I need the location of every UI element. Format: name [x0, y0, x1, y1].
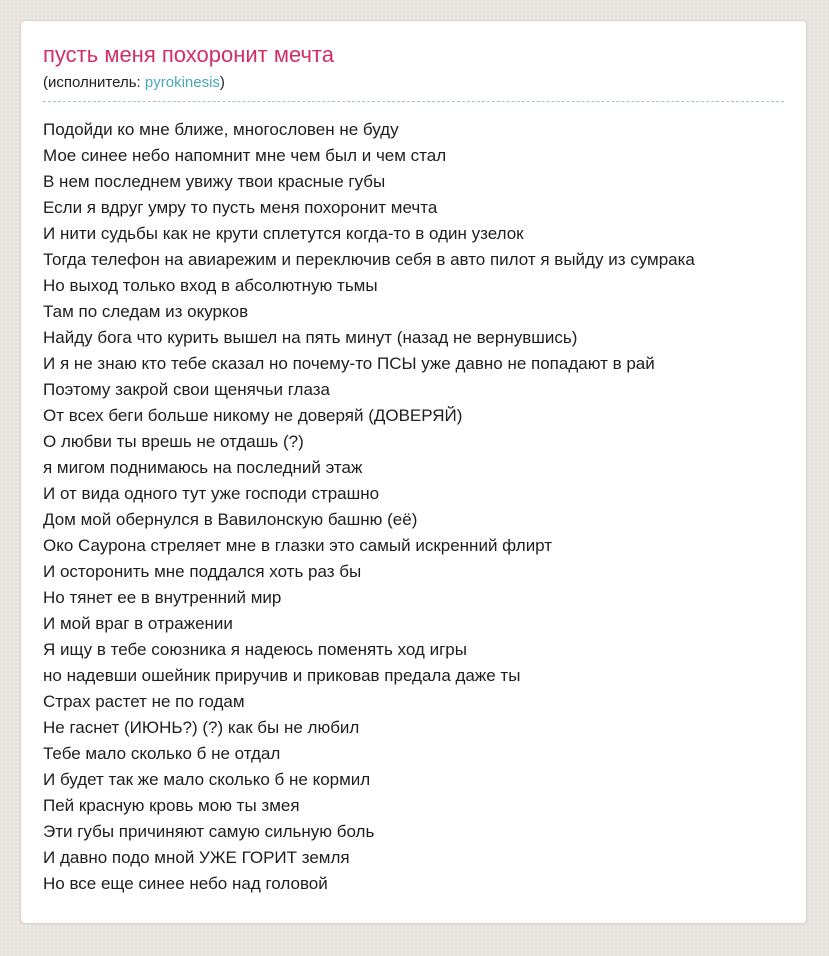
lyric-line: Страх растет не по годам [43, 692, 245, 711]
lyrics-card [20, 20, 807, 924]
artist-label: (исполнитель: [43, 74, 141, 91]
lyric-line: Эти губы причиняют самую сильную боль [43, 822, 375, 841]
lyric-line: И от вида одного тут уже господи страшно [43, 484, 380, 503]
lyric-line: И давно подо мной УЖЕ ГОРИТ земля [43, 848, 350, 867]
lyric-line: Подойди ко мне ближе, многословен не буду [43, 120, 399, 139]
lyric-line: О любви ты врешь не отдашь (?) [43, 432, 304, 451]
page-title: пусть меня похоронит мечта [43, 42, 334, 67]
lyric-line: И нити судьбы как не крути сплетутся когда-то в один узелок [43, 224, 524, 243]
lyric-line: но надевши ошейник приручив и приковав предала даже ты [43, 666, 521, 685]
artist-link[interactable]: pyrokinesis [144, 74, 220, 91]
lyric-line: Мое синее небо напомнит мне чем был и чем стал [43, 146, 447, 165]
lyric-line: И будет так же мало сколько б не кормил [43, 770, 371, 789]
lyric-line: Но тянет ее в внутренний мир [43, 588, 282, 607]
lyric-line: Пей красную кровь мою ты змея [43, 796, 300, 815]
lyric-line: Дом мой обернулся в Вавилонскую башню (её) [43, 510, 418, 529]
lyric-line: Но выход только вход в абсолютную тьмы [43, 276, 378, 295]
lyric-line: И мой враг в отражении [43, 614, 233, 633]
lyric-line: Я ищу в тебе союзника я надеюсь поменять ход игры [43, 640, 467, 659]
lyric-line: Тогда телефон на авиарежим и переключив себя в авто пилот я выйду из сумрака [43, 250, 695, 269]
lyric-line: Не гаснет (ИЮНЬ?) (?) как бы не любил [43, 718, 360, 737]
lyric-line: Найду бога что курить вышел на пять минут (назад не вернувшись) [43, 328, 578, 347]
lyric-line: От всех беги больше никому не доверяй (ДОВЕРЯЙ) [43, 406, 463, 425]
lyric-line: я мигом поднимаюсь на последний этаж [43, 458, 363, 477]
artist-suffix: ) [219, 74, 225, 91]
lyric-line: Но все еще синее небо над головой [43, 874, 328, 893]
artist-line [43, 73, 784, 102]
lyric-line: И осторонить мне поддался хоть раз бы [43, 562, 362, 581]
lyric-line: Там по следам из окурков [43, 302, 249, 321]
lyric-line: И я не знаю кто тебе сказал но почему-то ПСЫ уже давно не попадают в рай [43, 354, 655, 373]
page-background [0, 20, 829, 956]
lyric-line: Око Саурона стреляет мне в глазки это самый искренний флирт [43, 536, 553, 555]
lyric-line: Поэтому закрой свои щенячьи глаза [43, 380, 330, 399]
lyric-line: Тебе мало сколько б не отдал [43, 744, 281, 763]
lyric-line: В нем последнем увижу твои красные губы [43, 172, 386, 191]
lyric-line: Если я вдруг умру то пусть меня похоронит мечта [43, 198, 438, 217]
lyrics-text [43, 117, 784, 897]
